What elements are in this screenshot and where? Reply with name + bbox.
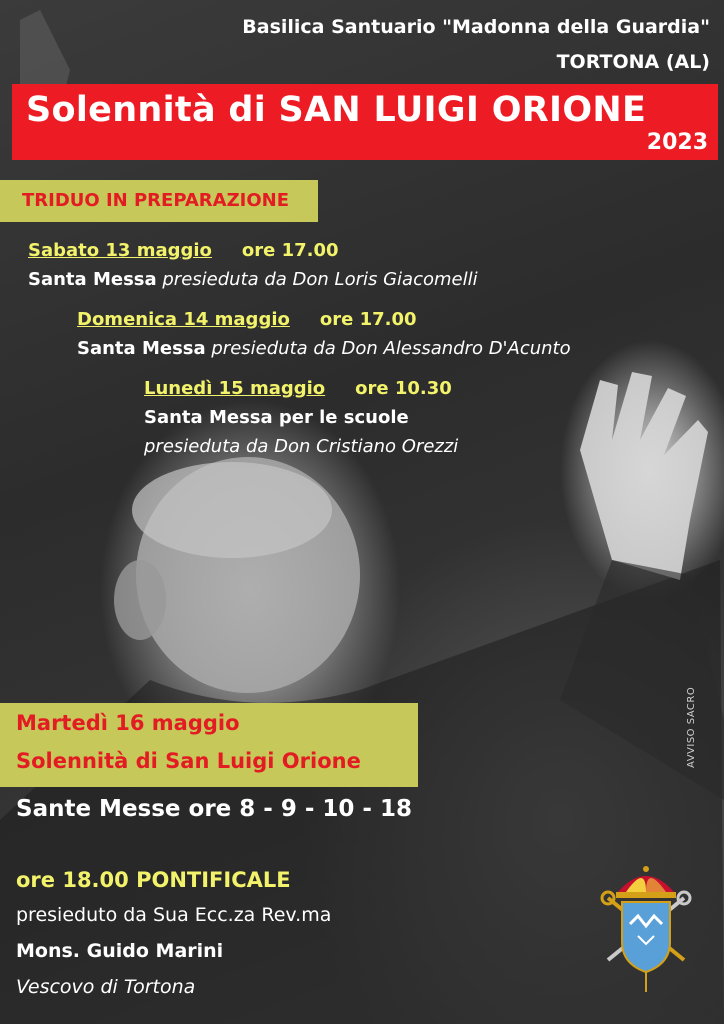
event-mass-line: [77, 338, 571, 359]
triduo-box: [0, 180, 318, 222]
event-date-line: [144, 378, 458, 399]
event-time: ore 17.00: [241, 240, 339, 261]
banner-title: Solennità di SAN LUIGI ORIONE: [26, 90, 647, 130]
event-date-line: [77, 309, 571, 330]
vertical-note: AVVISO SACRO: [686, 686, 697, 768]
event-date-line: [28, 240, 478, 261]
venue-header: [242, 10, 710, 80]
event-date: Lunedì 15 maggio: [144, 378, 326, 399]
event-presider: presieduta da Don Alessandro D'Acunto: [211, 338, 571, 359]
event-presider: presieduta da Don Loris Giacomelli: [162, 269, 478, 290]
main-day-box: [0, 703, 418, 787]
event-sunday: [77, 309, 571, 359]
event-mass-line: [28, 269, 478, 290]
basilica-crest-icon: [600, 864, 692, 994]
event-date: Domenica 14 maggio: [77, 309, 290, 330]
event-presider: presieduta da Don Cristiano Orezzi: [144, 436, 459, 457]
event-mass: Santa Messa per le scuole: [144, 407, 409, 428]
pontificale-celebrant: Mons. Guido Marini: [16, 940, 224, 962]
title-banner: [12, 84, 718, 160]
venue-city: TORTONA (AL): [556, 51, 710, 73]
event-mass: Santa Messa: [28, 269, 157, 290]
pontificale-role: Vescovo di Tortona: [16, 976, 196, 998]
event-time: ore 17.00: [319, 309, 417, 330]
masses-schedule: Sante Messe ore 8 - 9 - 10 - 18: [16, 796, 412, 822]
event-monday: [144, 378, 458, 457]
triduo-label: TRIDUO IN PREPARAZIONE: [22, 190, 290, 211]
event-time: ore 10.30: [355, 378, 452, 399]
banner-year: 2023: [646, 130, 708, 155]
main-day-title: Solennità di San Luigi Orione: [16, 749, 361, 773]
pontificale-presided: presieduto da Sua Ecc.za Rev.ma: [16, 904, 332, 926]
event-mass: Santa Messa: [77, 338, 206, 359]
event-saturday: [28, 240, 478, 290]
event-date: Sabato 13 maggio: [28, 240, 212, 261]
event-mass-line: [144, 407, 458, 428]
pontificale-title: ore 18.00 PONTIFICALE: [16, 868, 291, 892]
venue-name: Basilica Santuario "Madonna della Guardia": [242, 16, 710, 38]
main-day-date: Martedì 16 maggio: [16, 711, 240, 735]
